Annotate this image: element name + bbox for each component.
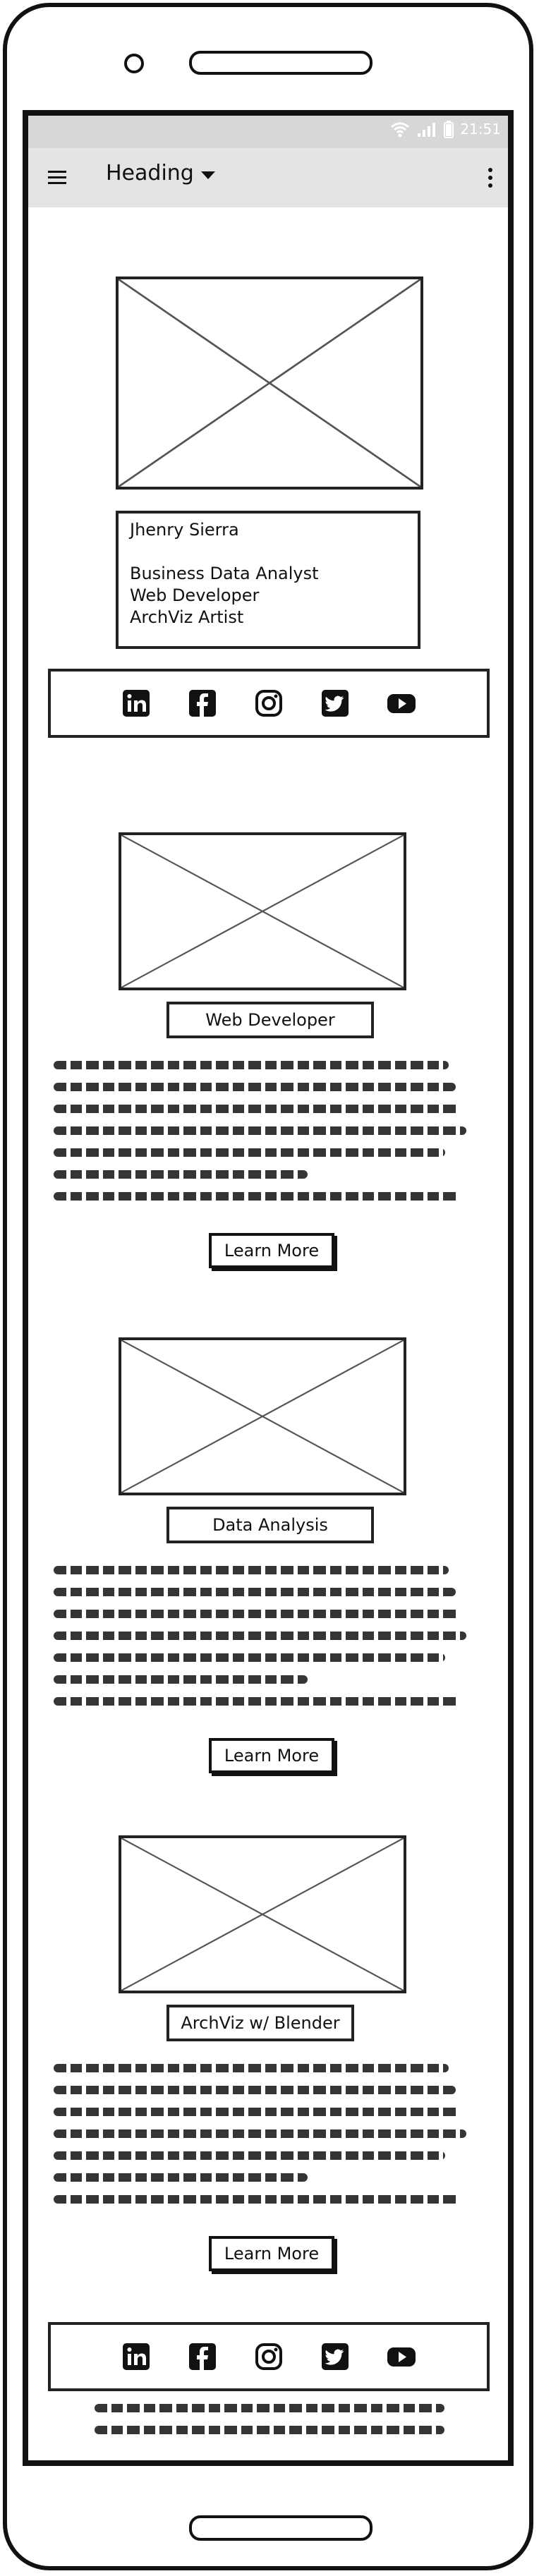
profile-info-box bbox=[116, 511, 420, 649]
footer-social-links-bar bbox=[48, 2322, 490, 2391]
speaker bbox=[189, 51, 373, 75]
profile-name: Jhenry Sierra bbox=[130, 520, 239, 540]
linkedin-icon[interactable] bbox=[121, 2341, 152, 2372]
status-time: 21:51 bbox=[460, 121, 501, 138]
twitter-icon[interactable] bbox=[320, 2341, 351, 2372]
youtube-icon[interactable] bbox=[386, 2341, 417, 2372]
wifi-icon bbox=[389, 121, 411, 138]
facebook-icon[interactable] bbox=[187, 2341, 218, 2372]
section-caption: Web Developer bbox=[166, 1002, 374, 1038]
placeholder-text-block bbox=[54, 1566, 470, 1719]
learn-more-button[interactable]: Learn More bbox=[209, 1738, 334, 1773]
screen bbox=[23, 110, 514, 2466]
heading-dropdown[interactable] bbox=[106, 161, 215, 186]
camera bbox=[124, 54, 144, 73]
learn-more-button[interactable]: Learn More bbox=[209, 1233, 334, 1268]
battery-icon bbox=[443, 120, 454, 138]
footer-placeholder-text bbox=[95, 2404, 447, 2448]
profile-role: ArchViz Artist bbox=[130, 607, 244, 627]
app-bar bbox=[28, 148, 508, 207]
section-caption: ArchViz w/ Blender bbox=[166, 2005, 354, 2041]
social-links-bar bbox=[48, 669, 490, 738]
placeholder-text-block bbox=[54, 1061, 470, 1214]
linkedin-icon[interactable] bbox=[121, 688, 152, 719]
section-image-placeholder bbox=[119, 832, 406, 990]
menu-icon[interactable] bbox=[47, 166, 69, 189]
more-vertical-icon[interactable] bbox=[485, 165, 495, 190]
section-image-placeholder bbox=[119, 1337, 406, 1495]
chevron-down-icon bbox=[201, 171, 215, 179]
profile-image-placeholder bbox=[116, 277, 423, 490]
home-button[interactable] bbox=[189, 2515, 373, 2541]
facebook-icon[interactable] bbox=[187, 688, 218, 719]
status-bar bbox=[28, 116, 508, 148]
instagram-icon[interactable] bbox=[253, 688, 284, 719]
placeholder-text-block bbox=[54, 2064, 470, 2217]
signal-icon bbox=[416, 121, 437, 138]
section-image-placeholder bbox=[119, 1835, 406, 1993]
profile-role: Business Data Analyst bbox=[130, 564, 319, 583]
page-title: Heading bbox=[106, 161, 194, 186]
learn-more-button[interactable]: Learn More bbox=[209, 2236, 334, 2271]
profile-role: Web Developer bbox=[130, 585, 260, 605]
youtube-icon[interactable] bbox=[386, 688, 417, 719]
twitter-icon[interactable] bbox=[320, 688, 351, 719]
section-caption: Data Analysis bbox=[166, 1507, 374, 1543]
instagram-icon[interactable] bbox=[253, 2341, 284, 2372]
